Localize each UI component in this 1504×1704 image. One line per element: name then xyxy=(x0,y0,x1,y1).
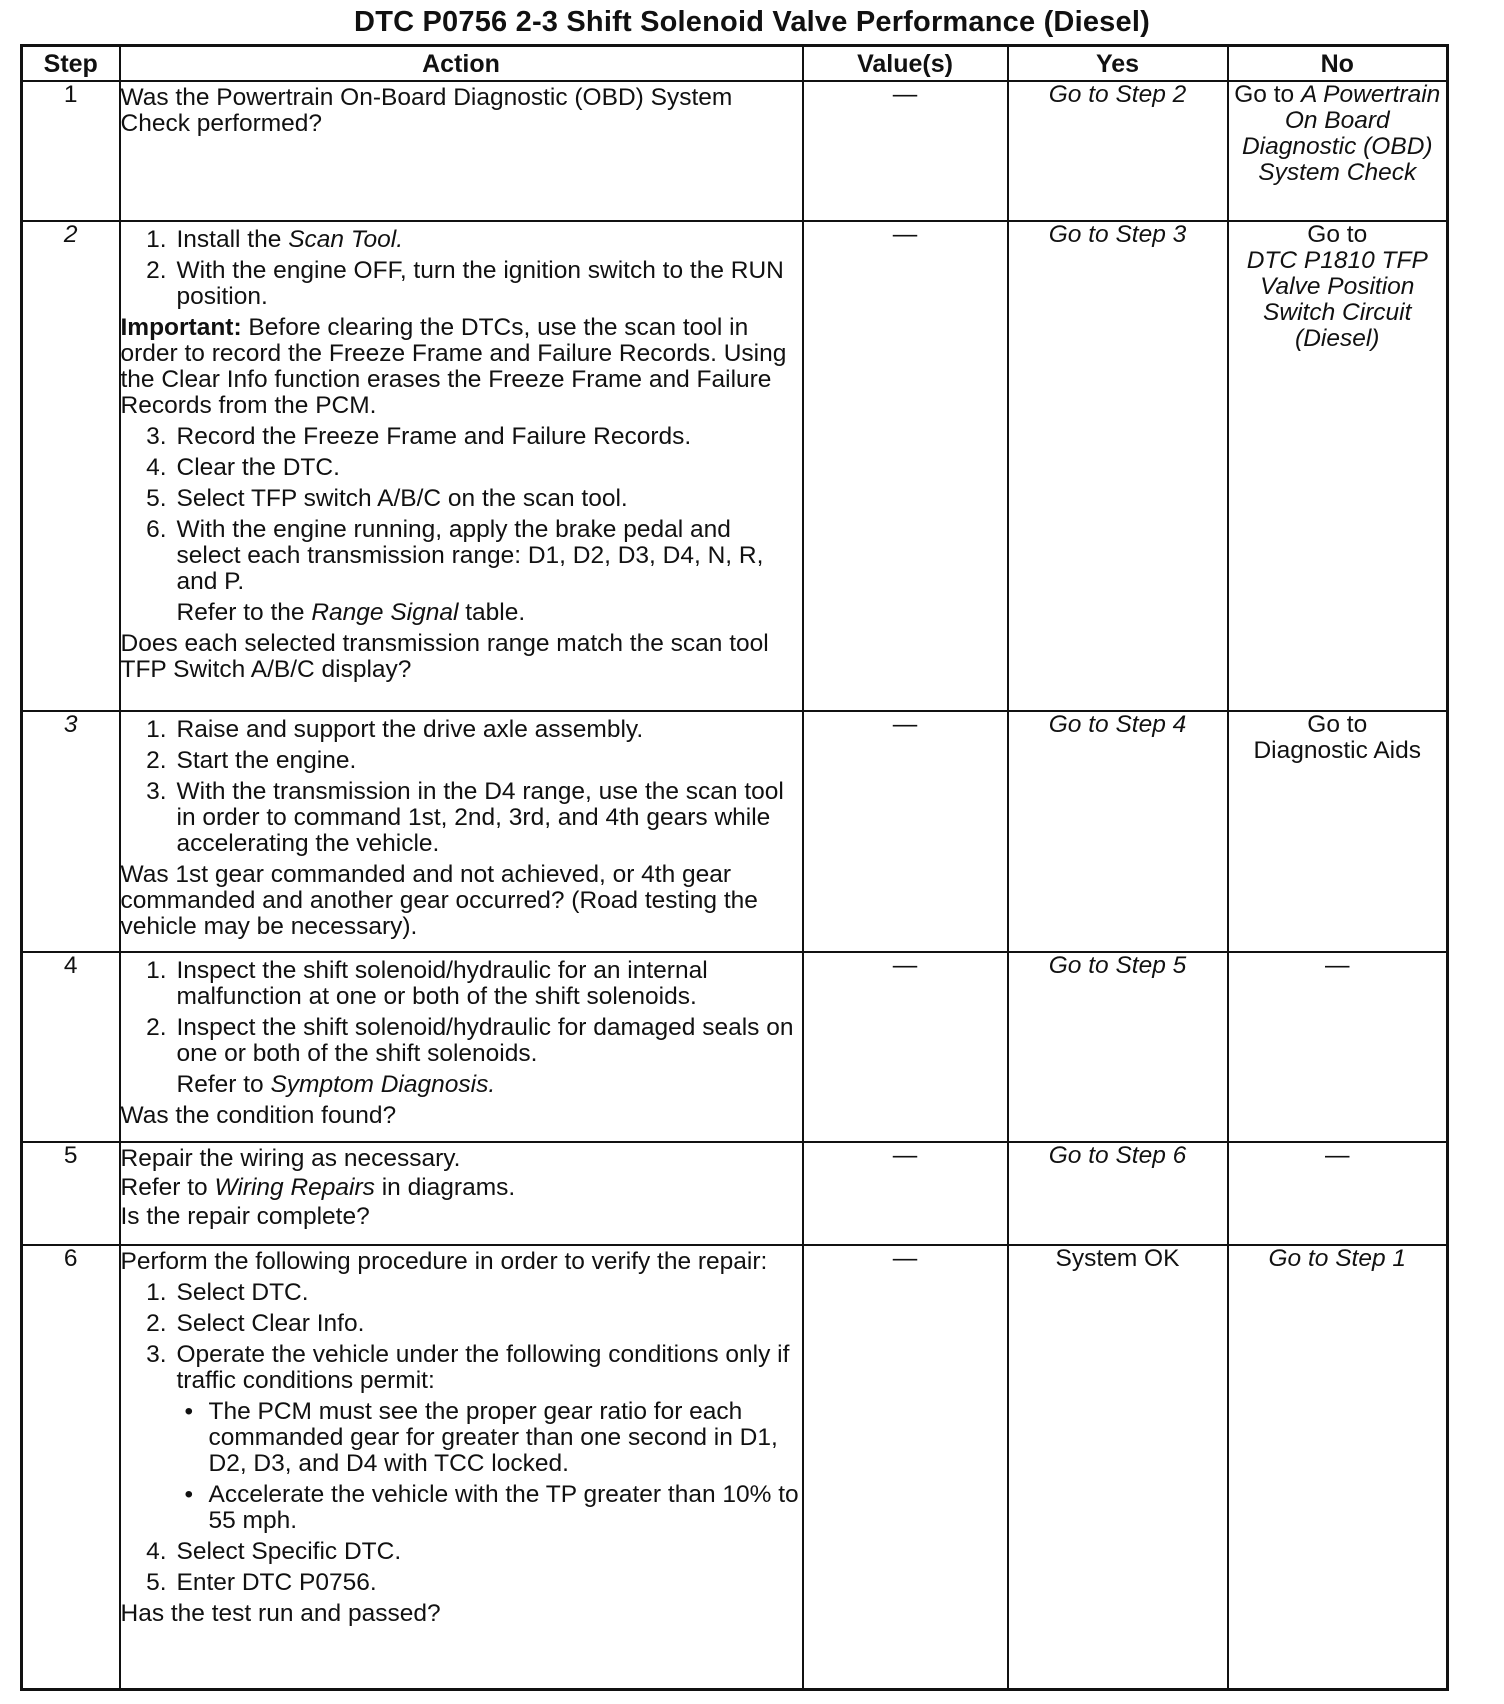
table-row xyxy=(22,81,1448,221)
no-cell xyxy=(1228,711,1448,952)
value-cell: — xyxy=(803,1245,1008,1689)
list-item: 2. Start the engine. xyxy=(146,747,357,774)
value-cell: — xyxy=(803,1142,1008,1245)
list-item: 6. With the engine running, apply the brake pedal and select each transmission range: D1, D2, D3, D4, N, R, and P. xyxy=(146,516,764,595)
table-row xyxy=(22,952,1448,1142)
table-row xyxy=(22,711,1448,952)
value-cell: — xyxy=(803,221,1008,711)
bullet-item: • The PCM must see the proper gear ratio for each commanded gear for greater than one second in D1, D2, D3, and D4 with TCC locked. xyxy=(184,1398,778,1477)
action-question: Does each selected transmission range match the scan tool TFP Switch A/B/C display? xyxy=(120,630,769,683)
action-question: Has the test run and passed? xyxy=(120,1600,441,1627)
action-cell xyxy=(120,221,803,711)
step-number: 4 xyxy=(22,952,120,1142)
no-cell xyxy=(1228,221,1448,711)
step-number: 2 xyxy=(22,221,120,711)
important-note: Important: Before clearing the DTCs, use the scan tool in order to record the Freeze Frame and Failure Records. Using the Clear Info function erases the Freeze Frame and Failure Records from the PCM. xyxy=(120,314,787,419)
no-cell xyxy=(1228,81,1448,221)
header-action: Action xyxy=(120,46,803,82)
list-item: 1. Inspect the shift solenoid/hydraulic for an internal malfunction at one or both of the shift solenoids. xyxy=(146,957,708,1010)
list-item: 2. With the engine OFF, turn the ignition switch to the RUN position. xyxy=(146,257,784,310)
yes-cell: Go to Step 2 xyxy=(1008,81,1228,221)
bullet-icon: • xyxy=(184,1481,194,1508)
step-number: 5 xyxy=(22,1142,120,1245)
list-item: 1. Select DTC. xyxy=(146,1279,309,1306)
list-item: 1. Install the Scan Tool. xyxy=(146,226,404,253)
action-cell xyxy=(120,711,803,952)
reference-note: Refer to Wiring Repairs in diagrams. xyxy=(120,1174,516,1201)
table-row xyxy=(22,1142,1448,1245)
reference-note: Refer to Symptom Diagnosis. xyxy=(176,1071,496,1098)
yes-cell: Go to Step 4 xyxy=(1008,711,1228,952)
list-item: 4. Select Specific DTC. xyxy=(146,1538,402,1565)
list-item: 5. Select TFP switch A/B/C on the scan tool. xyxy=(146,485,628,512)
table-row xyxy=(22,1245,1448,1689)
value-cell: — xyxy=(803,711,1008,952)
list-item: 2. Inspect the shift solenoid/hydraulic for damaged seals on one or both of the shift solenoids. xyxy=(146,1014,794,1067)
no-cell: Go to Step 1 xyxy=(1228,1245,1448,1689)
header-yes: Yes xyxy=(1008,46,1228,82)
reference-note: Refer to the Range Signal table. xyxy=(176,599,526,626)
no-cell: — xyxy=(1228,1142,1448,1245)
list-item: 3. With the transmission in the D4 range, use the scan tool in order to command 1st, 2nd, 3rd, and 4th gears while accelerating the vehicle. xyxy=(146,778,784,857)
step-number: 3 xyxy=(22,711,120,952)
no-link: DTC P1810 TFP Valve Position Switch Circuit (Diesel) xyxy=(1246,247,1428,352)
yes-cell: Go to Step 3 xyxy=(1008,221,1228,711)
yes-cell: Go to Step 5 xyxy=(1008,952,1228,1142)
table-row xyxy=(22,221,1448,711)
action-question: Was the Powertrain On-Board Diagnostic (OBD) System Check performed? xyxy=(120,84,733,137)
bullet-icon: • xyxy=(184,1398,194,1425)
value-cell: — xyxy=(803,81,1008,221)
list-item: 4. Clear the DTC. xyxy=(146,454,340,481)
step-number: 1 xyxy=(22,81,120,221)
no-cell: — xyxy=(1228,952,1448,1142)
yes-cell: Go to Step 6 xyxy=(1008,1142,1228,1245)
header-step: Step xyxy=(22,46,120,82)
no-prefix: Go to xyxy=(1307,221,1368,248)
action-question: Is the repair complete? xyxy=(120,1203,370,1230)
action-line: Repair the wiring as necessary. xyxy=(120,1145,461,1172)
value-cell: — xyxy=(803,952,1008,1142)
action-intro: Perform the following procedure in order to verify the repair: xyxy=(120,1248,768,1275)
yes-cell: System OK xyxy=(1008,1245,1228,1689)
list-item: 3. Operate the vehicle under the following conditions only if traffic conditions permit: xyxy=(146,1341,790,1394)
no-prefix: Go to xyxy=(1307,711,1368,738)
list-item: 5. Enter DTC P0756. xyxy=(146,1569,377,1596)
list-item: 1. Raise and support the drive axle assembly. xyxy=(146,716,644,743)
action-cell xyxy=(120,1142,803,1245)
table-header-row xyxy=(22,46,1448,82)
list-item: 3. Record the Freeze Frame and Failure Records. xyxy=(146,423,692,450)
no-prefix: Go to xyxy=(1234,81,1301,108)
action-cell xyxy=(120,1245,803,1689)
header-values: Value(s) xyxy=(803,46,1008,82)
header-no: No xyxy=(1228,46,1448,82)
step-number: 6 xyxy=(22,1245,120,1689)
diagnostic-table xyxy=(20,44,1449,1691)
action-cell xyxy=(120,81,803,221)
action-question: Was the condition found? xyxy=(120,1102,397,1129)
bullet-item: • Accelerate the vehicle with the TP greater than 10% to 55 mph. xyxy=(184,1481,799,1534)
list-item: 2. Select Clear Info. xyxy=(146,1310,365,1337)
no-link: Diagnostic Aids xyxy=(1253,737,1421,764)
page-title: DTC P0756 2-3 Shift Solenoid Valve Performance (Diesel) xyxy=(354,6,1150,38)
action-cell xyxy=(120,952,803,1142)
action-question: Was 1st gear commanded and not achieved, or 4th gear commanded and another gear occurred? (Road testing the vehicle may be necessary). xyxy=(120,861,758,940)
no-link: A Powertrain On Board Diagnostic (OBD) System Check xyxy=(1241,81,1441,186)
